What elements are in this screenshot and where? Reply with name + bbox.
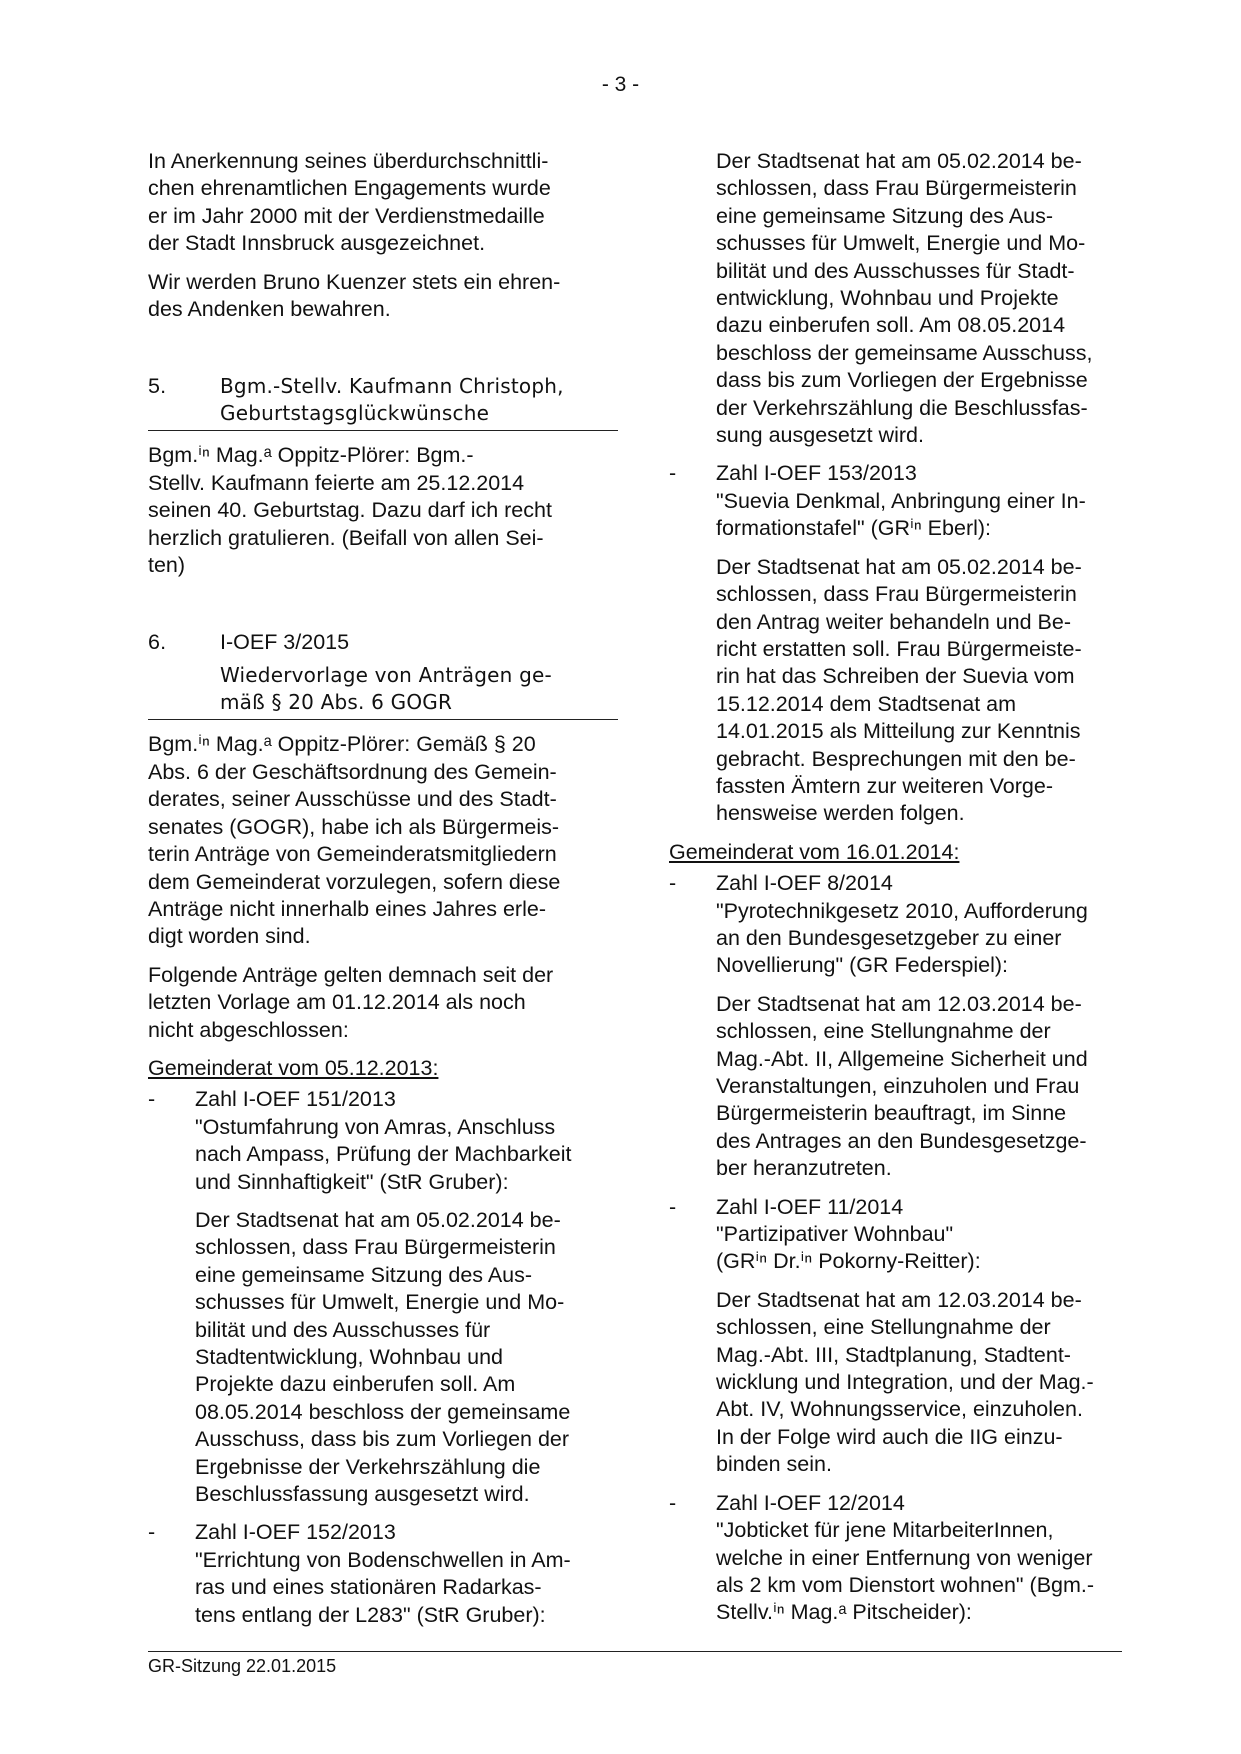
section-title: Bgm.-Stellv. Kaufmann Christoph, Geburtstagsglückwünsche xyxy=(220,374,564,426)
right-column xyxy=(669,148,1124,1638)
list-dash: - xyxy=(669,1194,677,1219)
footer-text: GR-Sitzung 22.01.2015 xyxy=(148,1656,337,1676)
list-item xyxy=(148,1086,618,1508)
item-title: Zahl I-OEF 8/2014 "Pyrotechnikgesetz 2010, Aufforderung an den Bundesgesetzgeber zu einer Novellierung" (GR Federspiel): xyxy=(716,871,1088,978)
list-item xyxy=(669,870,1124,1182)
item-body: Der Stadtsenat hat am 12.03.2014 be- schlossen, eine Stellungnahme der Mag.-Abt. II, Allgemeine Sicherheit und Veranstaltungen, einzuholen und Frau Bürgermeisterin beauftragt, im Sinne des Antrages an den Bundesgesetzge- ber heranzutreten. xyxy=(716,991,1088,1181)
list-dash: - xyxy=(148,1087,156,1112)
item-body: Der Stadtsenat hat am 05.02.2014 be- schlossen, dass Frau Bürgermeisterin den Antrag weiter behandeln und Be- richt erstatten soll. Frau Bürgermeiste- rin hat das Schreiben der Suevia vom 15.12.2014 dem Stadtsenat am 14.01.2015 als Mitteilung zur Kenntnis gebracht. Besprechungen mit den be- fassten Ämtern zur weiteren Vorge- hensweise werden folgen. xyxy=(716,554,1082,826)
page-number: - 3 - xyxy=(601,73,640,96)
section-6-heading xyxy=(148,629,618,720)
paragraph: Bgm.ⁱⁿ Mag.ᵃ Oppitz-Plörer: Gemäß § 20 Abs. 6 der Geschäftsordnung des Gemein- derates, seiner Ausschüsse und des Stadt- senates (GOGR), habe ich als Bürgermeis- terin Anträge von Gemeinderatsmitgliedern dem Gemeinderat vorzulegen, sofern diese Anträge nicht innerhalb eines Jahres erle- digt worden sind. xyxy=(148,732,561,949)
section-number: 6. xyxy=(148,630,167,655)
list-dash: - xyxy=(669,461,677,486)
item-title: Zahl I-OEF 151/2013 "Ostumfahrung von Amras, Anschluss nach Ampass, Prüfung der Machbarkeit und Sinnhaftigkeit" (StR Gruber): xyxy=(195,1087,572,1194)
list-item xyxy=(669,1490,1124,1627)
list-dash: - xyxy=(669,1490,677,1515)
item-title: Zahl I-OEF 153/2013 "Suevia Denkmal, Anbringung einer In- formationstafel" (GRⁱⁿ Eberl): xyxy=(716,461,1086,541)
section-5-heading xyxy=(148,373,618,431)
paragraph: Wir werden Bruno Kuenzer stets ein ehren- des Andenken bewahren. xyxy=(148,269,561,322)
list-dash: - xyxy=(669,871,677,896)
item-title: Zahl I-OEF 12/2014 "Jobticket für jene MitarbeiterInnen, welche in einer Entfernung von weniger als 2 km vom Dienstort wohnen" (Bgm.- Stellv.ⁱⁿ Mag.ᵃ Pitscheider): xyxy=(716,1490,1095,1625)
paragraph: Bgm.ⁱⁿ Mag.ᵃ Oppitz-Plörer: Bgm.- Stellv. Kaufmann feierte am 25.12.2014 seinen 40. Geburtstag. Dazu darf ich recht herzlich gratulieren. (Beifall von allen Sei- ten) xyxy=(148,443,552,578)
paragraph: Folgende Anträge gelten demnach seit der letzten Vorlage am 01.12.2014 als noch nicht abgeschlossen: xyxy=(148,962,554,1042)
list-item xyxy=(148,1519,618,1629)
item-body: Der Stadtsenat hat am 05.02.2014 be- schlossen, dass Frau Bürgermeisterin eine gemeinsame Sitzung des Aus- schusses für Umwelt, Energie und Mo- bilität und des Ausschusses für Stadtentwicklung, Wohnbau und Projekte dazu einberufen soll. Am 08.05.2014 beschloss der gemeinsame Ausschuss, dass bis zum Vorliegen der Ergebnisse der Verkehrszählung die Beschlussfassung ausgesetzt wird. xyxy=(195,1207,571,1507)
paragraph: In Anerkennung seines überdurchschnittli- chen ehrenamtlichen Engagements wurde er im Jahr 2000 mit der Verdienstmedaille der Stadt Innsbruck ausgezeichnet. xyxy=(148,149,551,256)
item-title: Zahl I-OEF 11/2014 "Partizipativer Wohnbau" (GRⁱⁿ Dr.ⁱⁿ Pokorny-Reitter): xyxy=(716,1194,981,1274)
council-date-heading: Gemeinderat vom 05.12.2013: xyxy=(148,1055,439,1080)
list-item xyxy=(669,1194,1124,1479)
section-number: 5. xyxy=(148,374,167,399)
item-body: Der Stadtsenat hat am 05.02.2014 be- schlossen, dass Frau Bürgermeisterin eine gemeinsame Sitzung des Aus- schusses für Umwelt, Energie und Mo- bilität und des Ausschusses für Stadt- entwicklung, Wohnbau und Projekte dazu einberufen soll. Am 08.05.2014 beschloss der gemeinsame Ausschuss, dass bis zum Vorliegen der Ergebnisse der Verkehrszählung die Beschlussfas- sung ausgesetzt wird. xyxy=(716,149,1093,448)
section-title: Wiedervorlage von Anträgen ge- mäß § 20 Abs. 6 GOGR xyxy=(220,663,552,715)
item-title: Zahl I-OEF 152/2013 "Errichtung von Bodenschwellen in Am- ras und eines stationären Radarkas- tens entlang der L283" (StR Gruber): xyxy=(195,1520,571,1627)
list-item xyxy=(669,460,1124,827)
footer-divider xyxy=(148,1651,1122,1652)
council-date-heading: Gemeinderat vom 16.01.2014: xyxy=(669,839,960,864)
section-reference: I-OEF 3/2015 xyxy=(220,630,350,655)
left-column xyxy=(148,148,618,1640)
list-dash: - xyxy=(148,1520,156,1545)
item-body: Der Stadtsenat hat am 12.03.2014 be- schlossen, eine Stellungnahme der Mag.-Abt. III, Stadtplanung, Stadtent- wicklung und Integration, und der Mag.- Abt. IV, Wohnungsservice, einzuholen. In der Folge wird auch die IIG einzu- binden sein. xyxy=(716,1287,1094,1477)
